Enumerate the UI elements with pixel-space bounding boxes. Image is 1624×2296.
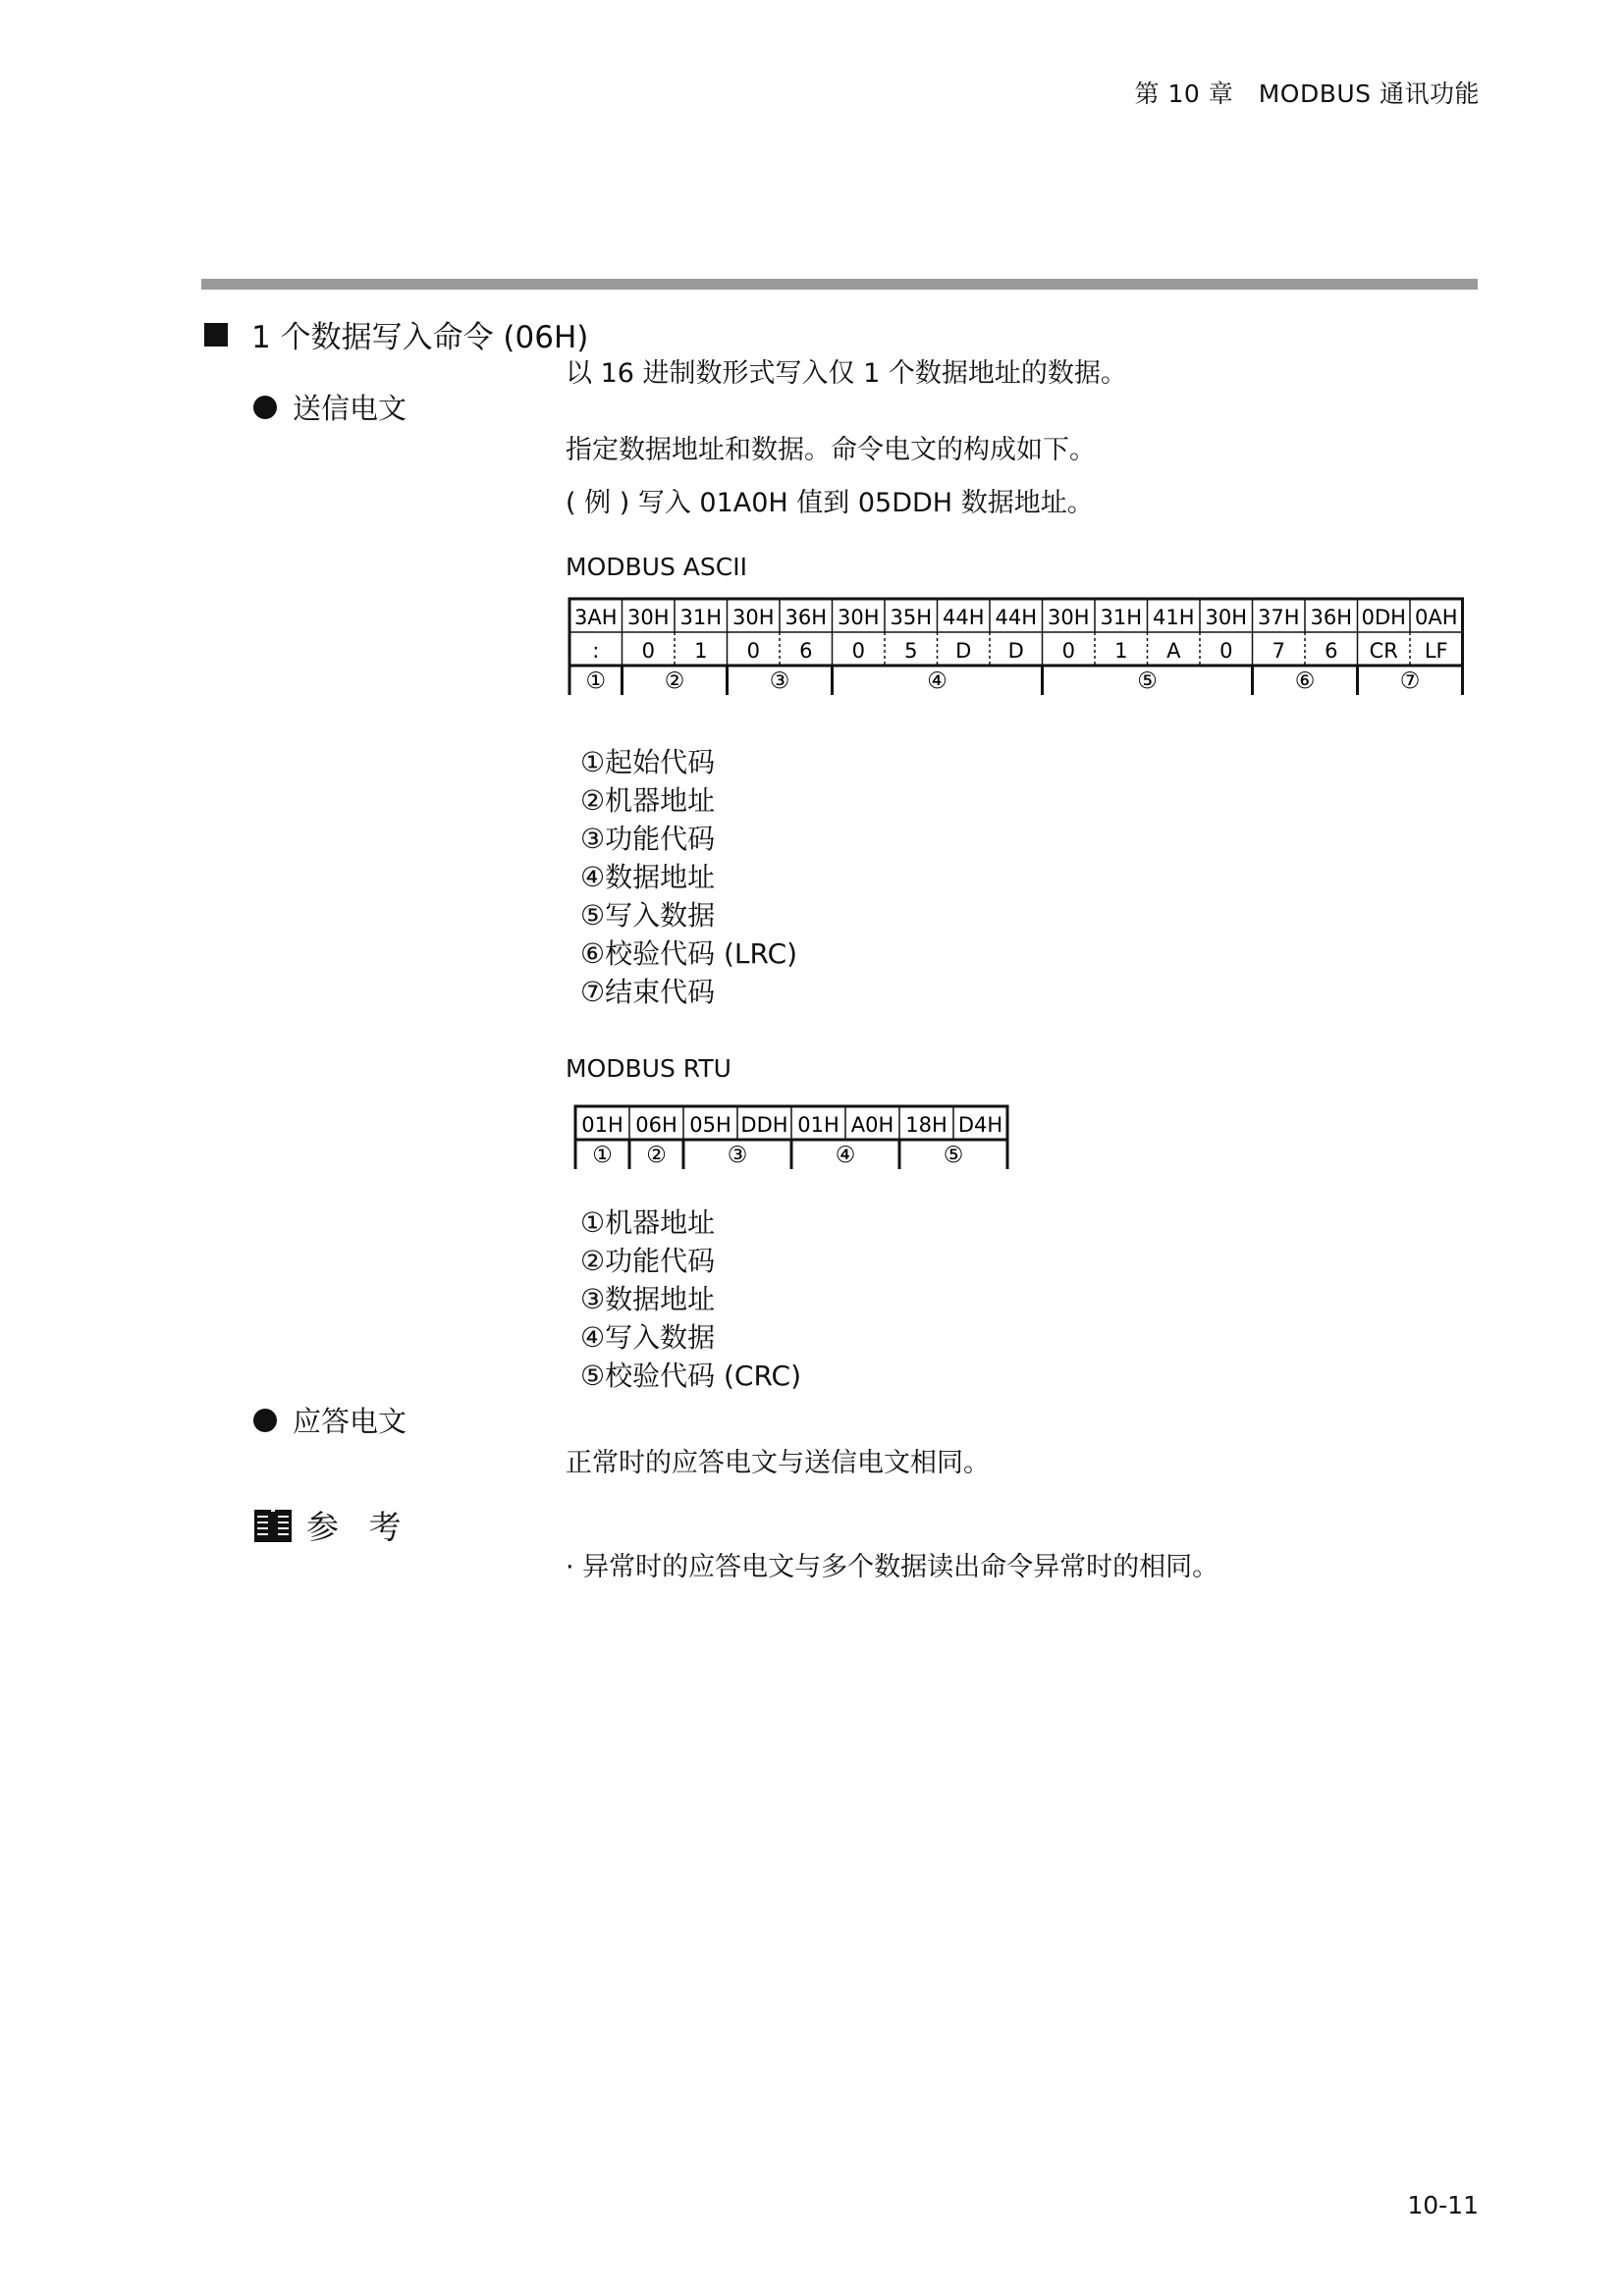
hex-cell: 30H: [1205, 606, 1248, 629]
hex-cell: 37H: [1257, 606, 1300, 629]
square-bullet-icon: [204, 323, 228, 347]
group-label: ⑤: [1137, 668, 1158, 694]
send-example: ( 例 ) 写入 01A0H 值到 05DDH 数据地址。: [566, 488, 1094, 518]
response-text: 正常时的应答电文与送信电文相同。: [566, 1448, 990, 1478]
hex-cell: A0H: [850, 1113, 894, 1137]
reference-text: · 异常时的应答电文与多个数据读出命令异常时的相同。: [566, 1552, 1219, 1582]
char-cell: 5: [904, 639, 918, 663]
send-desc: 指定数据地址和数据。命令电文的构成如下。: [566, 435, 1096, 465]
char-cell: CR: [1369, 639, 1398, 663]
send-intro: 以 16 进制数形式写入仅 1 个数据地址的数据。: [566, 358, 1127, 389]
circle-bullet-icon: [253, 1409, 277, 1432]
page-number: 10-11: [1407, 2191, 1479, 2219]
section-rule: [201, 279, 1478, 290]
group-label: ①: [592, 1143, 613, 1168]
char-cell: D: [955, 639, 972, 663]
char-cell: 0: [1219, 639, 1233, 663]
group-label: ①: [585, 668, 607, 694]
ascii-frame-table: [568, 597, 1471, 699]
send-heading: [253, 387, 406, 427]
hex-cell: 35H: [890, 606, 933, 629]
legend-item: ⑥校验代码 (LRC): [580, 937, 798, 970]
char-cell: 0: [746, 639, 760, 663]
hex-cell: 01H: [797, 1113, 839, 1137]
legend-item: ⑦结束代码: [580, 976, 716, 1008]
char-cell: 1: [1114, 639, 1128, 663]
reference-label: 参 考: [306, 1508, 411, 1546]
char-cell: LF: [1424, 639, 1448, 663]
book-icon: [253, 1508, 293, 1543]
legend-item: ①机器地址: [580, 1206, 716, 1239]
legend-item: ④写入数据: [580, 1321, 716, 1354]
hex-cell: 01H: [581, 1113, 623, 1137]
legend-item: ②功能代码: [580, 1245, 716, 1277]
hex-cell: 41H: [1152, 606, 1195, 629]
legend-item: ③功能代码: [580, 823, 716, 855]
legend-item: ①起始代码: [580, 746, 716, 778]
group-label: ③: [769, 668, 790, 694]
hex-cell: 0DH: [1361, 606, 1406, 629]
rtu-caption: MODBUS RTU: [566, 1054, 731, 1083]
chapter-header: 第 10 章 MODBUS 通讯功能: [1134, 80, 1480, 108]
hex-cell: 36H: [785, 606, 828, 629]
hex-cell: 31H: [679, 606, 723, 629]
hex-cell: 30H: [1047, 606, 1090, 629]
legend-item: ⑤写入数据: [580, 899, 716, 932]
legend-item: ④数据地址: [580, 861, 716, 893]
hex-cell: 44H: [942, 606, 985, 629]
section-heading: [204, 312, 588, 356]
hex-cell: 3AH: [573, 606, 618, 629]
char-cell: 0: [1061, 639, 1075, 663]
char-cell: 7: [1272, 639, 1285, 663]
circle-bullet-icon: [253, 396, 277, 419]
group-label: ⑦: [1399, 668, 1421, 694]
group-label: ⑤: [943, 1143, 964, 1168]
legend-item: ③数据地址: [580, 1283, 716, 1315]
response-heading: [253, 1400, 406, 1440]
char-cell: 1: [694, 639, 708, 663]
reference-heading: [253, 1502, 411, 1548]
group-label: ③: [727, 1143, 748, 1168]
section-title: 1 个数据写入命令 (06H): [251, 320, 589, 355]
char-cell: 6: [1325, 639, 1338, 663]
char-cell: D: [1007, 639, 1024, 663]
legend-item: ②机器地址: [580, 784, 716, 817]
hex-cell: 31H: [1100, 606, 1143, 629]
rtu-legend-list: [580, 1203, 801, 1395]
group-label: ②: [646, 1143, 667, 1168]
char-cell: A: [1166, 639, 1181, 663]
char-cell: 6: [799, 639, 813, 663]
legend-item: ⑤校验代码 (CRC): [580, 1360, 802, 1392]
ascii-caption: MODBUS ASCII: [566, 553, 747, 581]
group-label: ④: [927, 668, 947, 694]
hex-cell: 05H: [689, 1113, 731, 1137]
char-cell: :: [592, 639, 600, 663]
hex-cell: 30H: [837, 606, 880, 629]
char-cell: 0: [851, 639, 865, 663]
hex-cell: 0AH: [1414, 606, 1458, 629]
hex-cell: 44H: [995, 606, 1038, 629]
send-heading-label: 送信电文: [293, 392, 407, 425]
hex-cell: 30H: [731, 606, 775, 629]
hex-cell: 18H: [905, 1113, 947, 1137]
group-label: ②: [664, 668, 685, 694]
group-label: ④: [835, 1143, 856, 1168]
response-heading-label: 应答电文: [293, 1405, 407, 1438]
group-label: ⑥: [1294, 668, 1316, 694]
ascii-legend-list: [580, 743, 797, 1011]
hex-cell: DDH: [740, 1113, 788, 1137]
hex-cell: 36H: [1310, 606, 1353, 629]
rtu-frame-table: [573, 1104, 1015, 1175]
hex-cell: 30H: [626, 606, 670, 629]
hex-cell: D4H: [957, 1113, 1003, 1137]
char-cell: 0: [641, 639, 655, 663]
hex-cell: 06H: [635, 1113, 677, 1137]
